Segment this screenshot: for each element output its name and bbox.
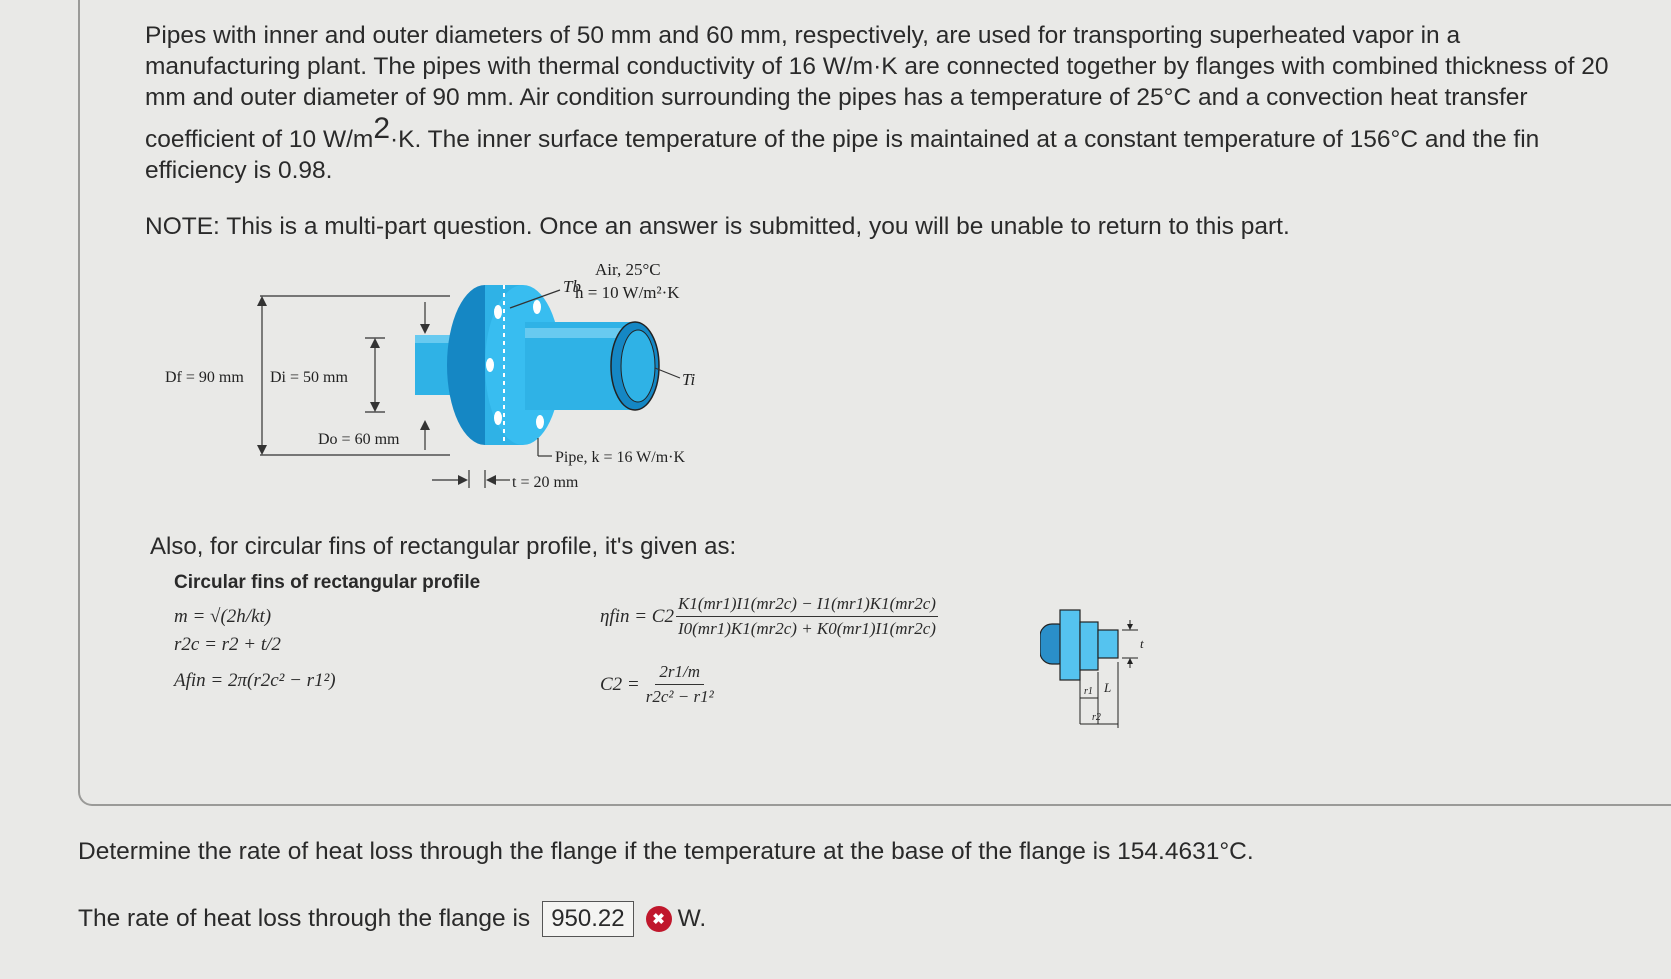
intro-text-1: Pipes with inner and outer diameters of 50 mm and 60 mm, respectively, are used for transporting superheated vapor in a manufacturing plant. The pipes with thermal conductivity of 16 W/m·K are connected together by flanges with combined thickness of 20 mm and outer diameter of 90 mm. Air condition surrounding the pipes has a temperature of 25°C and a convection heat transfer coefficient of 10 W/m	[145, 22, 1609, 154]
m-equation: m = √(2h/kt)	[174, 606, 272, 627]
c2-denominator: r2c² − r1²	[645, 687, 714, 706]
fin-t-label: t	[1140, 636, 1144, 651]
intro-text-2: ·K. The inner surface temperature of the pipe is maintained at a constant temperature of 156°C and the fin efficiency is 0.98.	[145, 126, 1540, 185]
eta-equation	[600, 594, 938, 639]
part-question: Determine the rate of heat loss through the flange if the temperature at the base of the flange is 154.4631°C.	[78, 838, 1254, 865]
ti-label: Ti	[682, 370, 696, 389]
answer-input[interactable]: 950.22	[542, 901, 633, 937]
pipe-label: Pipe, k = 16 W/m·K	[555, 449, 686, 466]
circular-fin-figure	[1040, 602, 1160, 732]
fin-L-label: L	[1104, 680, 1112, 695]
t-label: t = 20 mm	[512, 474, 579, 491]
pipe-end-inner	[621, 330, 655, 402]
intro-superscript: 2	[373, 112, 390, 145]
afin-equation: Afin = 2π(r2c² − r1²)	[174, 670, 336, 691]
df-label: Df = 90 mm	[165, 369, 244, 386]
answer-prefix: The rate of heat loss through the flange is	[78, 905, 531, 932]
air-label: Air, 25°C	[595, 260, 661, 279]
eta-fraction	[676, 594, 938, 639]
di-label: Di = 50 mm	[270, 369, 348, 386]
r2c-equation: r2c = r2 + t/2	[174, 634, 281, 655]
pipe-flange-figure	[160, 250, 720, 530]
c2-equation	[600, 662, 714, 707]
answer-unit: W.	[677, 905, 707, 932]
c2-numerator: 2r1/m	[655, 662, 704, 685]
eta-numerator: K1(mr1)I1(mr2c) − I1(mr1)K1(mr2c)	[676, 594, 938, 617]
note-text: NOTE: This is a multi-part question. Once an answer is submitted, you will be unable to return to this part.	[145, 213, 1290, 240]
problem-statement	[145, 20, 1615, 186]
tb-label: Tb	[563, 277, 581, 296]
do-label: Do = 60 mm	[318, 431, 400, 448]
eta-denominator: I0(mr1)K1(mr2c) + K0(mr1)I1(mr2c)	[677, 619, 936, 638]
eta-lhs: ηfin = C2	[600, 605, 674, 627]
h-label: h = 10 W/m²·K	[575, 283, 680, 302]
c2-lhs: C2 =	[600, 673, 640, 695]
fin-r1-label: r1	[1084, 686, 1093, 697]
also-text: Also, for circular fins of rectangular profile, it's given as:	[150, 533, 737, 560]
fin-r2-label: r2	[1092, 712, 1101, 723]
answer-line	[78, 900, 706, 938]
error-x-icon: ✖	[646, 906, 672, 932]
c2-fraction	[646, 662, 714, 707]
fins-title: Circular fins of rectangular profile	[174, 572, 481, 593]
